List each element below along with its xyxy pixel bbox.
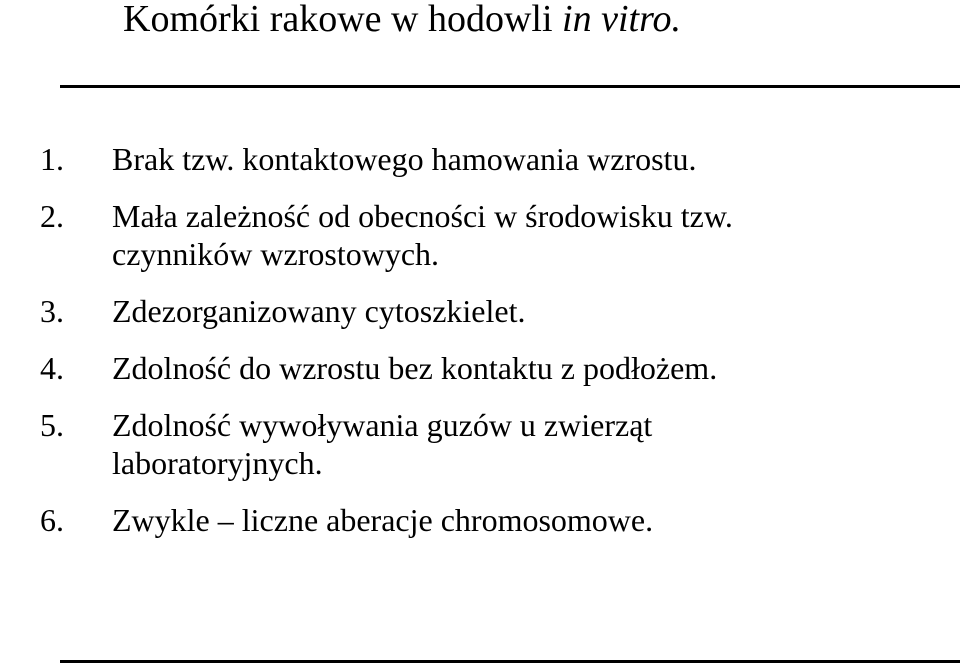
list-item-text: Brak tzw. kontaktowego hamowania wzrostu. xyxy=(112,141,697,177)
slide-title-main: Komórki rakowe w hodowli xyxy=(123,0,563,40)
list-item xyxy=(40,140,733,178)
top-divider xyxy=(60,85,960,88)
list-item-text: Zdezorganizowany cytoszkielet. xyxy=(112,293,526,329)
list-item xyxy=(40,501,733,539)
bottom-divider xyxy=(60,660,960,663)
list-item-text: Zdolność wywoływania guzów u zwierząt laboratoryjnych. xyxy=(112,407,653,481)
list-item xyxy=(40,197,733,273)
list-item-number: 6. xyxy=(40,502,64,538)
list-item-text: Zdolność do wzrostu bez kontaktu z podłożem. xyxy=(112,350,718,386)
list-item xyxy=(40,349,733,387)
list-item-number: 3. xyxy=(40,293,64,329)
list-item xyxy=(40,292,733,330)
list-item xyxy=(40,406,733,482)
list-item-number: 4. xyxy=(40,350,64,386)
list-item-text: Mała zależność od obecności w środowisku tzw. czynników wzrostowych. xyxy=(112,198,733,272)
list-item-number: 2. xyxy=(40,198,64,234)
list-item-number: 5. xyxy=(40,407,64,443)
feature-list xyxy=(40,140,733,539)
slide-title-italic: in vitro. xyxy=(562,0,681,40)
slide-title xyxy=(123,0,681,42)
list-item-number: 1. xyxy=(40,141,64,177)
list-item-text: Zwykle – liczne aberacje chromosomowe. xyxy=(112,502,654,538)
